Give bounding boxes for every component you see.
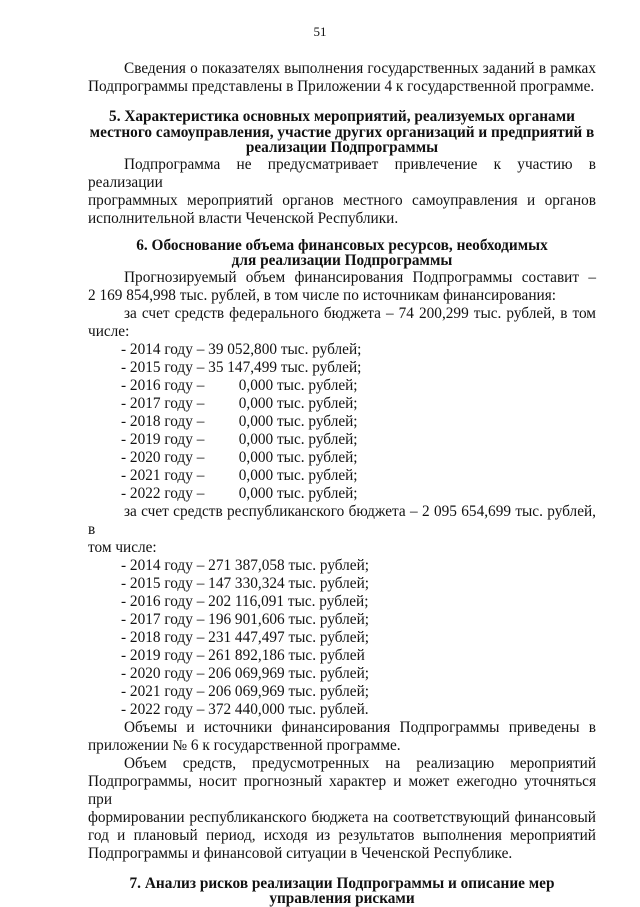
list-item: - 2021 году – 0,000 тыс. рублей; (121, 466, 358, 484)
paragraph-line: Объем средств, предусмотренных на реализацию мероприятий (124, 754, 596, 772)
paragraph-line: Подпрограммы и финансовой ситуации в Чеченской Республике. (88, 844, 513, 862)
paragraph-line: 2 169 854,998 тыс. рублей, в том числе по источникам финансирования: (88, 286, 556, 304)
list-item: - 2021 году – 206 069,969 тыс. рублей; (121, 682, 370, 700)
paragraph-line: формировании республиканского бюджета на соответствующий финансовый (88, 808, 596, 826)
paragraph-line: Подпрограммы, носит прогнозный характер и может ежегодно уточняться при (88, 772, 596, 808)
paragraph-line: за счет средств республиканского бюджета – 2 095 654,699 тыс. рублей, в (88, 502, 596, 538)
list-item: - 2016 году – 202 116,091 тыс. рублей; (121, 592, 369, 610)
list-item: - 2018 году – 231 447,497 тыс. рублей; (121, 628, 370, 646)
list-item: - 2022 году – 372 440,000 тыс. рублей. (121, 700, 369, 718)
list-item: - 2019 году – 0,000 тыс. рублей; (121, 430, 358, 448)
paragraph-line: Подпрограмма не предусматривает привлечение к участию в реализации (88, 155, 596, 191)
list-item: - 2022 году – 0,000 тыс. рублей; (121, 484, 358, 502)
list-item: - 2017 году – 0,000 тыс. рублей; (121, 394, 358, 412)
paragraph-line: том числе: (88, 538, 157, 556)
paragraph-line: Объемы и источники финансирования Подпрограммы приведены в (124, 718, 596, 736)
intro-line: Сведения о показателях выполнения государственных заданий в рамках (124, 60, 596, 77)
heading-line: местного самоуправления, участие других организаций и предприятий в (89, 123, 595, 141)
list-item: - 2014 году – 271 387,058 тыс. рублей; (121, 556, 370, 574)
section-7-heading (88, 876, 596, 907)
list-item: - 2015 году – 35 147,499 тыс. рублей; (121, 358, 362, 376)
paragraph-line: числе: (88, 322, 130, 340)
heading-line: для реализации Подпрограммы (231, 252, 453, 269)
paragraph-line: за счет средств федерального бюджета – 74 200,299 тыс. рублей, в том (124, 304, 596, 322)
section-5-heading (88, 109, 596, 156)
list-item: - 2018 году – 0,000 тыс. рублей; (121, 412, 358, 430)
federal-funding-list (88, 341, 596, 503)
paragraph-line: год и плановый период, исходя из результатов выполнения мероприятий (88, 826, 596, 844)
list-item: - 2016 году – 0,000 тыс. рублей; (121, 376, 358, 394)
paragraph-line: Прогнозируемый объем финансирования Подпрограммы составит – (124, 268, 596, 286)
list-item: - 2020 году – 0,000 тыс. рублей; (121, 448, 358, 466)
republic-funding-list (88, 557, 596, 719)
list-item: - 2019 году – 261 892,186 тыс. рублей (121, 646, 365, 664)
list-item: - 2020 году – 206 069,969 тыс. рублей; (121, 664, 370, 682)
page-content (88, 60, 596, 907)
page-number: 51 (313, 24, 327, 39)
section-6-heading (88, 238, 596, 269)
heading-line: управления рисками (269, 890, 415, 907)
paragraph-line: программных мероприятий органов местного самоуправления и органов (88, 191, 596, 209)
list-item: - 2015 году – 147 330,324 тыс. рублей; (121, 574, 370, 592)
list-item: - 2014 году – 39 052,800 тыс. рублей; (121, 340, 362, 358)
list-item: - 2017 году – 196 901,606 тыс. рублей; (121, 610, 370, 628)
heading-line: реализации Подпрограммы (245, 139, 439, 156)
paragraph-line: приложении № 6 к государственной программе. (88, 736, 401, 754)
heading-line: 5. Характеристика основных мероприятий, реализуемых органами (109, 108, 575, 125)
intro-line: Подпрограммы представлены в Приложении 4 к государственной программе. (88, 78, 595, 95)
heading-line: 7. Анализ рисков реализации Подпрограммы и описание мер (129, 874, 555, 892)
heading-line: 6. Обоснование объема финансовых ресурсов, необходимых (136, 236, 548, 254)
paragraph-line: исполнительной власти Чеченской Республики. (88, 209, 399, 227)
